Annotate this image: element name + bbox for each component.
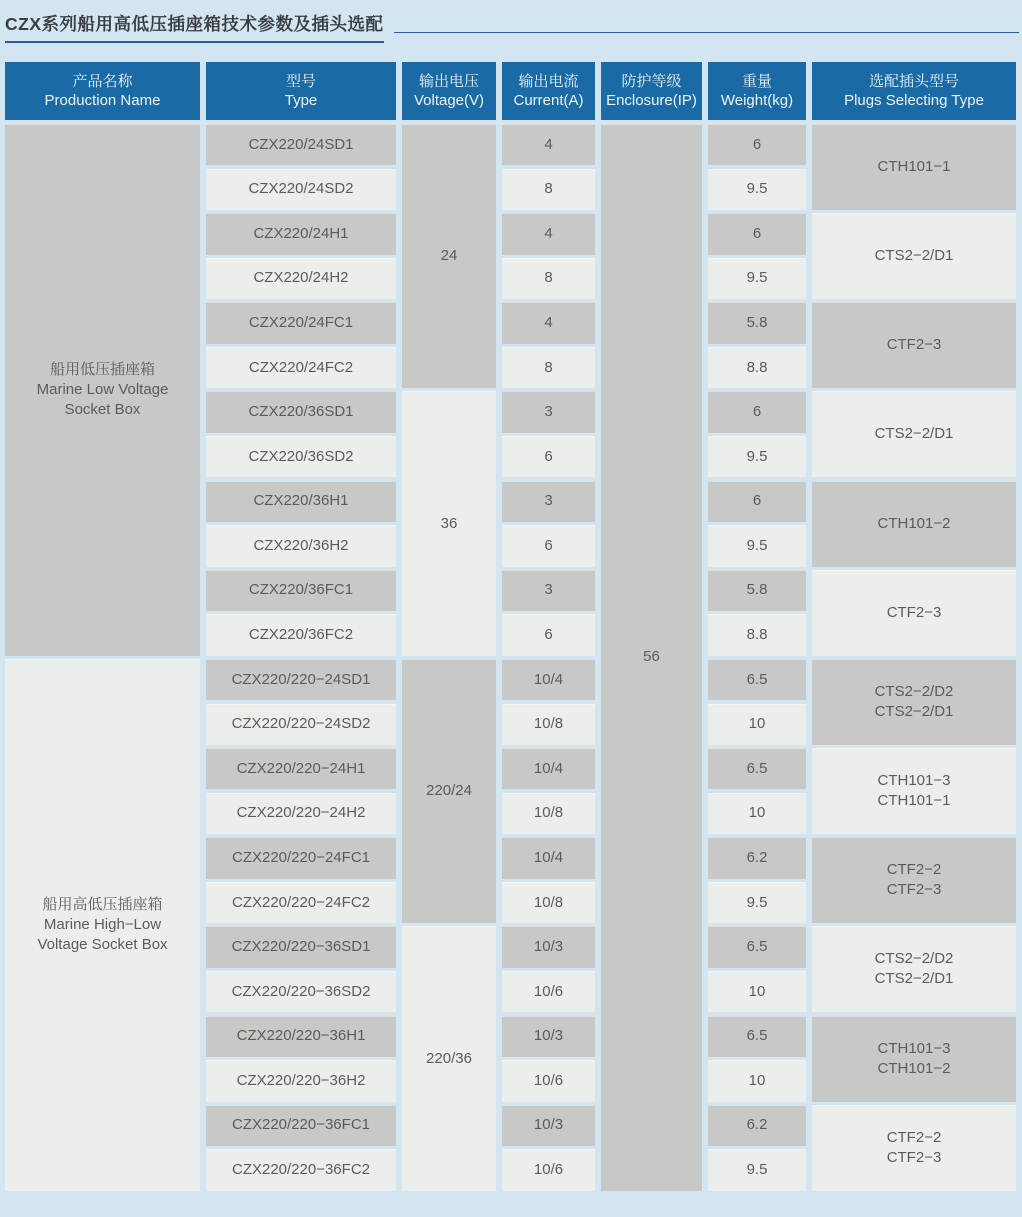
type-cell <box>206 614 396 655</box>
weight-cell <box>708 525 806 566</box>
voltage-cell <box>402 124 496 388</box>
weight-value: 6 <box>752 492 762 510</box>
current-cell <box>502 614 595 655</box>
type-label: CZX220/36FC2 <box>248 626 354 644</box>
current-cell <box>502 793 595 834</box>
weight-value: 9.5 <box>746 269 768 287</box>
current-value: 6 <box>544 447 553 465</box>
weight-value: 6.5 <box>746 759 768 777</box>
type-cell <box>206 1105 396 1146</box>
plug-cell <box>812 748 1016 834</box>
weight-cell <box>708 213 806 254</box>
voltage-cell <box>402 659 496 923</box>
weight-value: 5.8 <box>746 314 768 331</box>
current-value: 10/8 <box>533 804 564 822</box>
type-label: CZX220/24SD2 <box>248 180 354 198</box>
header-label-en: Current(A) <box>513 92 584 109</box>
header-label-en: Production Name <box>44 92 161 109</box>
current-cell <box>502 169 595 210</box>
type-cell <box>206 1149 396 1190</box>
plug-type-line: CTF2−3 <box>886 603 942 621</box>
header-label-zh: 型号 <box>285 72 316 90</box>
type-cell <box>206 837 396 878</box>
column-header-weight <box>708 62 806 120</box>
current-value: 6 <box>544 536 553 554</box>
weight-cell <box>708 391 806 432</box>
plug-type-line: CTH101−1 <box>877 792 951 810</box>
type-label: CZX220/220−24FC2 <box>231 893 370 911</box>
weight-value: 6 <box>752 403 762 421</box>
current-value: 4 <box>544 224 553 242</box>
weight-cell <box>708 258 806 299</box>
weight-cell <box>708 1149 806 1190</box>
weight-value: 9.5 <box>746 180 768 198</box>
current-value: 8 <box>544 269 553 287</box>
weight-value: 9.5 <box>746 536 768 554</box>
type-cell <box>206 124 396 165</box>
current-cell <box>502 481 595 522</box>
plug-type-line: CTH101−3 <box>877 1039 951 1057</box>
weight-cell <box>708 793 806 834</box>
type-cell <box>206 302 396 343</box>
product-name-line: Marine Low Voltage <box>36 380 169 398</box>
type-label: CZX220/220−36SD1 <box>231 938 371 956</box>
plug-type-line: CTH101−3 <box>877 772 951 790</box>
title-rule <box>394 32 1020 33</box>
current-value: 10/4 <box>533 759 564 777</box>
type-label: CZX220/24H1 <box>253 224 349 242</box>
plug-cell <box>812 213 1016 299</box>
weight-cell <box>708 926 806 967</box>
current-cell <box>502 926 595 967</box>
product-group-cell <box>5 659 200 1191</box>
weight-cell <box>708 124 806 165</box>
current-cell <box>502 258 595 299</box>
type-label: CZX220/24H2 <box>253 269 349 287</box>
current-value: 4 <box>544 314 553 331</box>
weight-cell <box>708 971 806 1012</box>
current-cell <box>502 302 595 343</box>
weight-cell <box>708 436 806 477</box>
header-label-zh: 输出电流 <box>518 72 579 90</box>
weight-cell <box>708 169 806 210</box>
product-name-line: Socket Box <box>64 400 141 418</box>
header-label-en: Voltage(V) <box>413 92 485 109</box>
plug-type-line: CTF2−3 <box>886 881 942 899</box>
current-value: 10/8 <box>533 893 564 911</box>
weight-value: 5.8 <box>746 581 768 599</box>
type-cell <box>206 1060 396 1101</box>
plug-type-line: CTS2−2/D1 <box>874 247 954 265</box>
plug-type-line: CTH101−1 <box>877 157 951 175</box>
column-header-production-name <box>5 62 200 120</box>
plug-cell <box>812 481 1016 567</box>
plug-cell <box>812 837 1016 923</box>
type-cell <box>206 748 396 789</box>
current-cell <box>502 1105 595 1146</box>
voltage-value: 220/36 <box>426 1049 472 1067</box>
current-value: 10/6 <box>533 1071 564 1089</box>
type-label: CZX220/220−36H1 <box>236 1027 366 1045</box>
current-value: 10/6 <box>533 982 564 1000</box>
plug-type-line: CTS2−2/D1 <box>874 702 954 720</box>
weight-value: 6.2 <box>746 1116 768 1134</box>
current-cell <box>502 124 595 165</box>
type-cell <box>206 258 396 299</box>
weight-cell <box>708 614 806 655</box>
current-value: 10/3 <box>533 1027 564 1045</box>
product-name-line: Marine High−Low <box>43 915 162 933</box>
plug-cell <box>812 1105 1016 1191</box>
type-cell <box>206 347 396 388</box>
current-value: 8 <box>544 180 553 198</box>
type-label: CZX220/220−36FC1 <box>231 1116 370 1134</box>
weight-value: 10 <box>748 715 766 733</box>
header-label-en: Enclosure(IP) <box>606 92 697 109</box>
header-label-en: Type <box>284 92 318 109</box>
plug-type-line: CTF2−3 <box>886 336 942 354</box>
current-cell <box>502 347 595 388</box>
type-label: CZX220/220−24SD2 <box>231 715 371 733</box>
column-header-plugs <box>812 62 1016 120</box>
type-label: CZX220/220−36FC2 <box>231 1160 370 1178</box>
weight-cell <box>708 837 806 878</box>
current-value: 10/3 <box>533 1116 564 1134</box>
weight-value: 6.5 <box>746 670 768 688</box>
table-header-row <box>5 62 1019 120</box>
plug-type-line: CTH101−2 <box>877 514 951 532</box>
voltage-value: 220/24 <box>426 782 472 800</box>
plug-cell <box>812 659 1016 745</box>
column-header-type <box>206 62 396 120</box>
current-cell <box>502 1149 595 1190</box>
plug-cell <box>812 124 1016 210</box>
current-cell <box>502 525 595 566</box>
current-value: 10/6 <box>533 1160 564 1178</box>
type-label: CZX220/36H2 <box>253 536 349 554</box>
voltage-cell <box>402 391 496 655</box>
weight-cell <box>708 659 806 700</box>
weight-cell <box>708 481 806 522</box>
weight-cell <box>708 1016 806 1057</box>
current-cell <box>502 882 595 923</box>
type-label: CZX220/220−24H2 <box>236 804 366 822</box>
weight-value: 6 <box>752 135 762 153</box>
type-label: CZX220/36FC1 <box>248 581 354 599</box>
current-cell <box>502 213 595 254</box>
weight-value: 9.5 <box>746 893 768 911</box>
current-value: 10/8 <box>533 715 564 733</box>
plug-cell <box>812 570 1016 656</box>
type-cell <box>206 570 396 611</box>
type-cell <box>206 436 396 477</box>
type-label: CZX220/220−36SD2 <box>231 982 371 1000</box>
product-name-line: Voltage Socket Box <box>37 935 168 953</box>
current-value: 8 <box>544 358 553 376</box>
type-cell <box>206 169 396 210</box>
type-label: CZX220/220−24FC1 <box>231 848 370 866</box>
weight-cell <box>708 1105 806 1146</box>
header-label-zh: 选配插头型号 <box>868 72 959 90</box>
type-cell <box>206 525 396 566</box>
type-label: CZX220/220−24SD1 <box>231 670 371 688</box>
weight-value: 6.5 <box>746 938 768 956</box>
product-name-line: 船用高低压插座箱 <box>42 895 163 913</box>
type-label: CZX220/24SD1 <box>248 135 354 153</box>
weight-cell <box>708 748 806 789</box>
current-cell <box>502 1016 595 1057</box>
weight-cell <box>708 570 806 611</box>
plug-type-line: CTS2−2/D2 <box>874 682 954 700</box>
header-label-zh: 输出电压 <box>418 72 479 90</box>
voltage-cell <box>402 926 496 1190</box>
table-body <box>5 124 1019 1191</box>
weight-value: 9.5 <box>746 1160 768 1178</box>
plug-type-line: CTS2−2/D1 <box>874 425 954 443</box>
type-cell <box>206 213 396 254</box>
current-cell <box>502 391 595 432</box>
type-label: CZX220/220−36H2 <box>236 1071 366 1089</box>
current-value: 10/4 <box>533 848 564 866</box>
column-header-current <box>502 62 595 120</box>
plug-type-line: CTH101−2 <box>877 1059 951 1077</box>
plug-type-line: CTF2−2 <box>886 861 942 879</box>
plug-cell <box>812 1016 1016 1102</box>
voltage-value: 24 <box>440 247 458 265</box>
voltage-value: 36 <box>440 514 458 532</box>
current-value: 4 <box>544 135 553 153</box>
weight-value: 10 <box>748 982 766 1000</box>
weight-cell <box>708 347 806 388</box>
weight-value: 6 <box>752 224 762 242</box>
plug-cell <box>812 926 1016 1012</box>
plug-type-line: CTF2−3 <box>886 1148 942 1166</box>
enclosure-value: 56 <box>643 648 660 666</box>
product-name-line: 船用低压插座箱 <box>49 360 155 378</box>
weight-cell <box>708 882 806 923</box>
plug-cell <box>812 391 1016 477</box>
enclosure-cell <box>601 124 702 1191</box>
type-cell <box>206 481 396 522</box>
plug-type-line: CTF2−2 <box>886 1128 942 1146</box>
type-cell <box>206 1016 396 1057</box>
current-value: 10/3 <box>533 938 564 956</box>
type-cell <box>206 659 396 700</box>
page-title: CZX系列船用高低压插座箱技术参数及插头选配 <box>5 11 384 43</box>
current-value: 6 <box>544 626 553 644</box>
header-label-zh: 防护等级 <box>621 72 682 90</box>
plug-cell <box>812 302 1016 388</box>
current-value: 3 <box>544 581 553 599</box>
type-cell <box>206 882 396 923</box>
type-label: CZX220/36SD1 <box>248 403 354 421</box>
current-cell <box>502 837 595 878</box>
header-label-zh: 产品名称 <box>72 72 133 90</box>
type-cell <box>206 391 396 432</box>
type-cell <box>206 793 396 834</box>
weight-value: 8.8 <box>746 358 768 376</box>
current-value: 10/4 <box>533 670 564 688</box>
current-cell <box>502 748 595 789</box>
weight-value: 10 <box>748 1071 766 1089</box>
type-label: CZX220/220−24H1 <box>236 759 366 777</box>
column-header-voltage <box>402 62 496 120</box>
page-title-row <box>5 0 1019 62</box>
header-label-zh: 重量 <box>741 72 772 90</box>
header-label-en: Weight(kg) <box>720 92 794 109</box>
weight-cell <box>708 302 806 343</box>
weight-value: 8.8 <box>746 626 768 644</box>
current-cell <box>502 570 595 611</box>
type-cell <box>206 704 396 745</box>
current-cell <box>502 971 595 1012</box>
plug-type-line: CTS2−2/D1 <box>874 970 954 988</box>
current-cell <box>502 436 595 477</box>
type-cell <box>206 926 396 967</box>
current-value: 3 <box>544 492 553 510</box>
type-label: CZX220/36H1 <box>253 492 349 510</box>
type-label: CZX220/24FC1 <box>248 314 354 331</box>
weight-value: 9.5 <box>746 447 768 465</box>
weight-value: 6.2 <box>746 848 768 866</box>
column-header-enclosure <box>601 62 702 120</box>
type-label: CZX220/24FC2 <box>248 358 354 376</box>
type-cell <box>206 971 396 1012</box>
current-cell <box>502 659 595 700</box>
weight-cell <box>708 704 806 745</box>
type-label: CZX220/36SD2 <box>248 447 354 465</box>
weight-value: 6.5 <box>746 1027 768 1045</box>
weight-cell <box>708 1060 806 1101</box>
header-label-en: Plugs Selecting Type <box>844 92 984 109</box>
product-group-cell <box>5 124 200 656</box>
weight-value: 10 <box>748 804 766 822</box>
current-value: 3 <box>544 403 553 421</box>
current-cell <box>502 704 595 745</box>
current-cell <box>502 1060 595 1101</box>
plug-type-line: CTS2−2/D2 <box>874 950 954 968</box>
